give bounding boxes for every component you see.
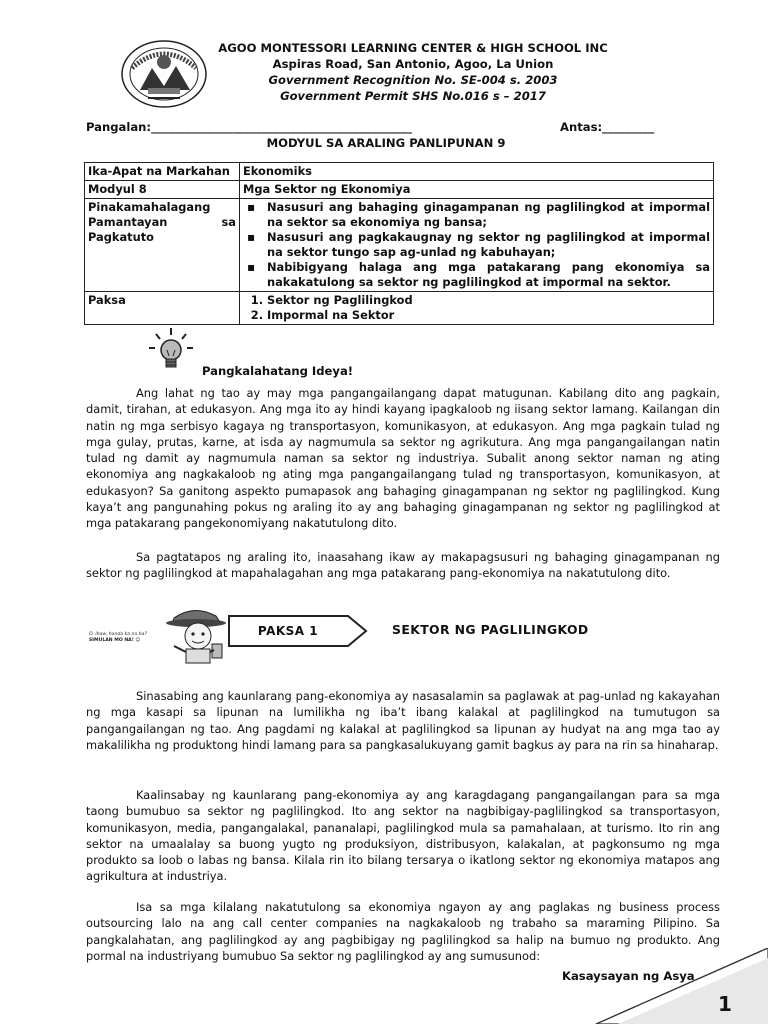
module-label: Modyul 8 bbox=[85, 181, 240, 199]
body-paragraph-3: Isa sa mga kilalang nakatutulong sa ekonomiya ngayon ay ang paglakas ng business process outsourcing lalo na ang call center companies na nagkakaloob ng trabaho sa maraming Pilipino. Sa pangkalahatan, ang paglilingkod ay ang pagbibigay ng paglilingkod sa halip na bumuo ng produkto. Ang pormal na industriyang bumubuo Sa sektor ng paglilingkod ay ang sumusunod: bbox=[86, 900, 720, 963]
topics-cell bbox=[240, 292, 714, 325]
page-number: 1 bbox=[718, 992, 732, 1016]
standards-label: Pinakamahalagang Pamantayan sa Pagkatuto bbox=[85, 199, 240, 292]
table-row bbox=[85, 292, 714, 325]
list-item: ▪ Nasusuri ang bahaging ginagampanan ng paglilingkod at impormal na sektor sa ekonomiya ng bansa; bbox=[267, 200, 710, 230]
footer-subject-label: Kasaysayan ng Asya bbox=[562, 969, 695, 983]
svg-text:SIMULAN MO NA! ☺: SIMULAN MO NA! ☺ bbox=[89, 638, 141, 643]
topics-list bbox=[243, 293, 710, 323]
quarter-label: Ika-Apat na Markahan bbox=[85, 163, 240, 181]
general-idea-paragraph-2: Sa pagtatapos ng araling ito, inaasahang ikaw ay makapagsusuri ng bahaging ginagampanan ng sektor ng paglilingkod at mapahalagahan ang mga patakarang pang-ekonomiya na nakatutulong dito. bbox=[86, 550, 720, 581]
list-item: 1. Sektor ng Paglilingkod bbox=[267, 293, 710, 308]
body-paragraph-2: Kaalinsabay ng kaunlarang pang-ekonomiya ay ang karagdagang pangangailangan para sa mga taong bumubuo sa sektor ng paglilingkod. Ito ang sektor na nagbibigay-paglilingkod sa transportasyon, komunikasyon, media, pangangalakal, pananalapi, paglilingkod mula sa pamahalaan, at turismo. Ito rin ang sektor na umaalalay sa buong yugto ng produksiyon, distribusyon, kalakalan, at pagkonsumo ng mga produkto sa loob o labas ng bansa. Kilala rin ito bilang tersarya o ikatlong sektor ng ekonomiya matapos ang agrikultura at industriya. bbox=[86, 788, 720, 884]
government-recognition: Government Recognition No. SE-004 s. 2003 bbox=[268, 73, 558, 87]
body-paragraph-1: Sinasabing ang kaunlarang pang-ekonomiya ay nasasalamin sa paglawak at pag-unlad ng kakayahan ng mga kasapi sa lipunan na lumilikha ng iba’t ibang kalakal at paglilingkod na tumutugon sa pangangailangan ng tao. Ang pagdami ng kalakal at paglilingkod sa lipunan ay hudyat na ang mga tao ay makalilikha ng produktong hindi lamang para sa pangkasalukuyang gamit bagkus ay para na rin sa hinaharap. bbox=[86, 689, 720, 752]
general-idea-heading: Pangkalahatang Ideya! bbox=[202, 364, 354, 378]
school-seal-logo bbox=[118, 38, 210, 110]
paksa-title: SEKTOR NG PAGLILINGKOD bbox=[392, 622, 589, 637]
list-item: ▪ Nabibigyang halaga ang mga patakarang pang ekonomiya sa nakakatulong sa sektor ng paglilingkod at impormal na sektor. bbox=[267, 260, 710, 290]
school-address: Aspiras Road, San Antonio, Agoo, La Union bbox=[272, 57, 554, 71]
lightbulb-icon bbox=[146, 326, 196, 378]
school-name: AGOO MONTESSORI LEARNING CENTER & HIGH SCHOOL INC bbox=[218, 41, 608, 55]
standards-cell bbox=[240, 199, 714, 292]
list-item: ▪ Nasusuri ang pagkakaugnay ng sektor ng paglilingkod at impormal na sektor tungo sap ag-unlad ng kabuhayan; bbox=[267, 230, 710, 260]
school-header bbox=[210, 40, 616, 104]
page-corner-decoration bbox=[588, 948, 768, 1024]
quarter-value: Ekonomiks bbox=[240, 163, 714, 181]
grade-field-label: Antas:_________ bbox=[560, 120, 655, 134]
list-item: 2. Impormal na Sektor bbox=[267, 308, 710, 323]
standards-list bbox=[243, 200, 710, 290]
name-field-label: Pangalan:_____________________________________________ bbox=[86, 120, 412, 134]
table-row bbox=[85, 181, 714, 199]
module-info-table bbox=[84, 162, 714, 325]
paksa-label: PAKSA 1 bbox=[257, 624, 319, 638]
table-row bbox=[85, 199, 714, 292]
government-permit: Government Permit SHS No.016 s – 2017 bbox=[280, 89, 546, 103]
module-title: MODYUL SA ARALING PANLIPUNAN 9 bbox=[266, 136, 506, 150]
topic-label: Paksa bbox=[85, 292, 240, 325]
general-idea-paragraph-1: Ang lahat ng tao ay may mga pangangailangang dapat matugunan. Kabilang dito ang pagkain, damit, tirahan, at edukasyon. Ang mga ito ay hindi kayang ipagkaloob ng iisang sektor lamang. Kailangan din natin ng mga serbisyo kagaya ng transportasyon, komunikasyon, at edukasyon. Ang mga pagkain tulad ng mga gulay, prutas, karne, at isda ay nagmumula sa sektor ng agrikutura. Ang mga pangangailangan natin tulad ng damit ay nagmumula naman sa sektor ng industriya. Subalit anong sektor naman ng ating ekonomiya ang nagkakaloob ng ating mga pangangailangang tulad ng transportasyon, komunikasyon, at edukasyon? Sa ganitong aspekto pumapasok ang bahaging ginagampanan ng sektor ng paglilingkod. Kung kaya’t ang pangunahing pokus ng araling ito ay ang bahaging ginagampanan ng sektor ng paglilingkod at mga patakarang pangekonomiyang nakatutulong dito. bbox=[86, 386, 720, 531]
module-value: Mga Sektor ng Ekonomiya bbox=[240, 181, 714, 199]
svg-text:O, ihaw, handa ka na ba?: O, ihaw, handa ka na ba? bbox=[89, 632, 147, 637]
mascot-illustration bbox=[88, 604, 234, 666]
table-row bbox=[85, 163, 714, 181]
